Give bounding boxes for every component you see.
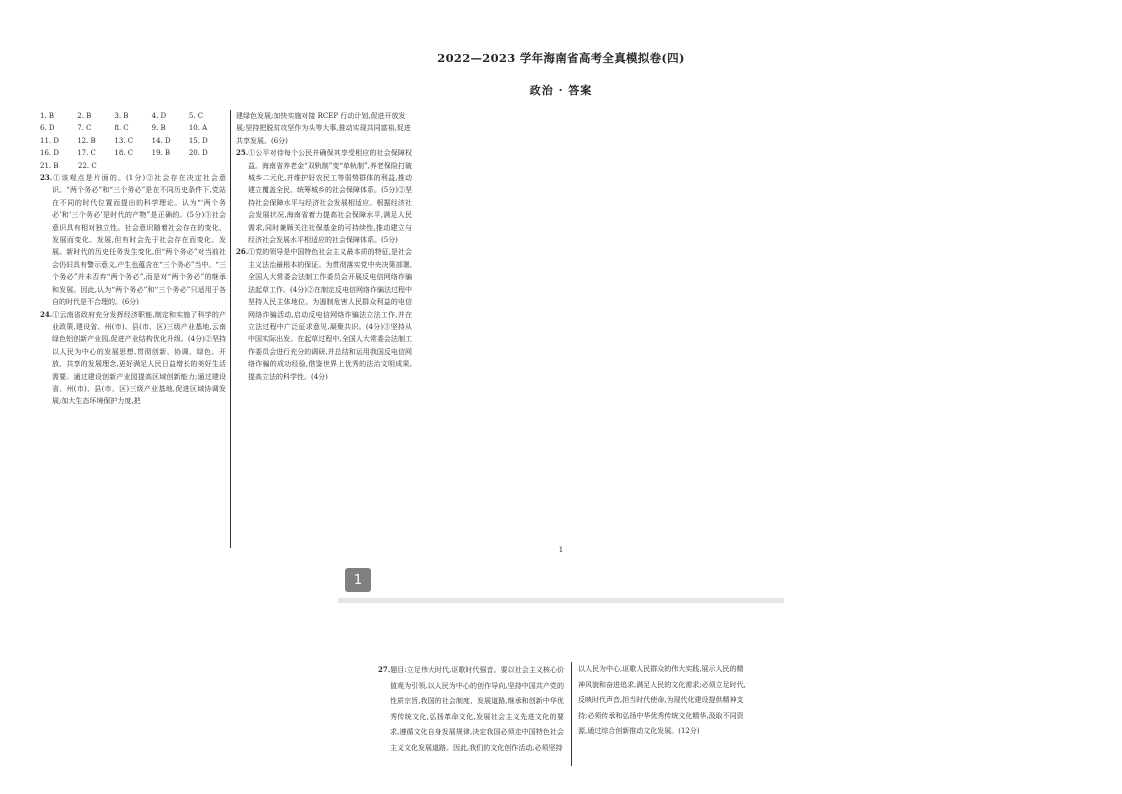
mc-answer: 17. C	[77, 149, 96, 158]
page2-right-column	[578, 662, 748, 740]
mc-row	[40, 135, 226, 147]
question-number: 25.	[236, 148, 249, 158]
mc-answer: 14. D	[151, 136, 171, 145]
mc-answer: 13. C	[114, 136, 134, 145]
right-column	[236, 110, 412, 383]
question-number: 26.	[236, 247, 249, 257]
page-badge: 1	[345, 568, 371, 592]
mc-row	[40, 147, 226, 159]
column-divider	[230, 110, 231, 548]
mc-answer: 18. C	[114, 149, 134, 158]
question-number: 24.	[40, 309, 53, 319]
mc-answer: 10. A	[188, 124, 208, 133]
mc-row	[40, 110, 226, 122]
question-number: 23.	[40, 173, 53, 183]
answer-text: ①云南省政府充分发挥经济职能,制定和实施了科学的产业政策,建设省、州(市)、县(市、区)三级产业基地,云南绿色铝创新产业园,促进产业结构优化升级。(4分)②坚持以人民为中心的发展思想,贯彻创新、协调、绿色、开放、共享的发展理念,更好满足人民日益增长的美好生活需要。通过建设创新产业园提高区域创新能力;通过建设省、州(市)、县(市、区)三级产业基地,促进区域协调发展;加大生态环境保护力度,把	[52, 310, 226, 406]
mc-answer: 7. C	[77, 124, 92, 133]
mc-answer: 2. B	[77, 112, 92, 120]
answer-25	[236, 147, 412, 246]
mc-answer: 9. B	[151, 124, 166, 133]
answer-24-continued: 建绿色发展;加快实施对接 RCEP 行动计划,促进开放发展;坚持把脱贫攻坚作为头等大事,推动实现共同富裕,促进共享发展。(6分)	[236, 112, 411, 145]
answer-text: ①该观点是片面的。(1分)②社会存在决定社会意识。“两个务必”和“三个务必”是在不同历史条件下,党站在不同的时代位置而提出的科学理论。认为“‘两个务必’和‘三个务必’是时代的产物”是正确的。(5分)③社会意识具有相对独立性。社会意识随着社会存在的变化、发展而变化、发展,但有时会先于社会存在而变化、发展。新时代的历史任务发生变化,但“两个务必”对当前社会仍旧具有警示意义,产生也蕴含在“三个务必”当中。“三个务必”并未否弃“两个务必”,而是对“两个务必”的继承和发展。因此,认为“两个务必”和“三个务必”只适用于各自的时代是不合理的。(6分)	[52, 174, 226, 307]
mc-row	[40, 160, 226, 172]
multiple-choice-answers	[40, 110, 226, 172]
mc-row	[40, 122, 226, 134]
left-column	[40, 110, 226, 408]
answer-text: ①党的领导是中国特色社会主义最本质的特征,是社会主义法治最根本的保证。为贯彻落实党中央决策部署,全国人大常委会法制工作委员会开展反电信网络诈骗法起草工作。(4分)②在制定反电信网络诈骗法过程中坚持人民主体地位。为遏制危害人民群众利益的电信网络诈骗活动,启动反电信网络诈骗法立法工作,并在立法过程中广泛征求意见,凝聚共识。(4分)③坚持从中国实际出发。在起草过程中,全国人大常委会法制工作委员会进行充分的调研,并总结和运用我国反电信网络诈骗的成功经验,借鉴世界上优秀的法治文明成果,提高立法的科学性。(4分)	[248, 248, 412, 381]
question-number: 27.	[378, 665, 391, 674]
mc-answer: 20. D	[188, 149, 208, 158]
page2-column-divider	[571, 662, 572, 766]
mc-answer: 12. B	[77, 136, 96, 145]
page-number: 1	[558, 546, 564, 554]
mc-answer: 21. B	[40, 161, 59, 170]
mc-answer: 22. C	[78, 161, 97, 170]
page2-left-column	[378, 662, 564, 757]
mc-answer: 5. C	[188, 112, 204, 120]
answer-23	[40, 172, 226, 308]
mc-answer: 15. D	[188, 136, 208, 145]
mc-answer: 16. D	[40, 149, 59, 158]
answer-27-continued: 以人民为中心,讴歌人民群众的伟大实践,展示人民的精神风貌和奋进追求,满足人民的文化需求;必须立足时代,反映时代声音,担当时代使命,为现代化建设提供精神支持;必须传承和弘扬中华优秀传统文化精华,汲取不同资源,通过综合创新推动文化发展。(12分)	[578, 665, 746, 736]
document-subtitle: 政治 · 答案	[529, 84, 593, 97]
mc-answer: 8. C	[114, 124, 129, 133]
mc-answer: 11. D	[40, 136, 59, 145]
mc-answer: 3. B	[114, 112, 129, 120]
answer-text: ①公平对待每个公民并确保其享受相应的社会保障权益。海南省养老金“双轨制”变“单轨制”,养老保险打破城乡二元化,并维护好农民工等弱势群体的利益,推动建立覆盖全民、统筹城乡的社会保障体系。(5分)②坚持社会保障水平与经济社会发展相适应。根据经济社会发展状况,海南省着力提高社会保障水平,满足人民需求,同时兼顾关注社保基金的可持续性,推动建立与经济社会发展水平相适应的社会保障体系。(5分)	[248, 149, 412, 245]
answer-24	[40, 309, 226, 408]
mc-answer: 6. D	[40, 124, 55, 133]
mc-answer: 4. D	[151, 112, 167, 120]
answer-26	[236, 246, 412, 382]
page-separator	[338, 598, 784, 603]
document-title: 2022—2023 学年海南省高考全真模拟卷(四)	[437, 51, 685, 65]
answer-27	[378, 662, 564, 757]
mc-answer: 19. B	[151, 149, 171, 158]
answer-text: 题目:立足伟大时代,讴歌时代强音。要以社会主义核心价值观为引领,以人民为中心的创作导向,坚持中国共产党的性质宗旨,我国的社会制度、发展道路,继承和创新中华优秀传统文化,弘扬革命文化,发展社会主义先进文化的要求,遵循文化自身发展规律,决定我国必须走中国特色社会主义文化发展道路。因此,我们的文化创作活动,必须坚持	[390, 666, 564, 752]
mc-answer: 1. B	[40, 112, 55, 120]
